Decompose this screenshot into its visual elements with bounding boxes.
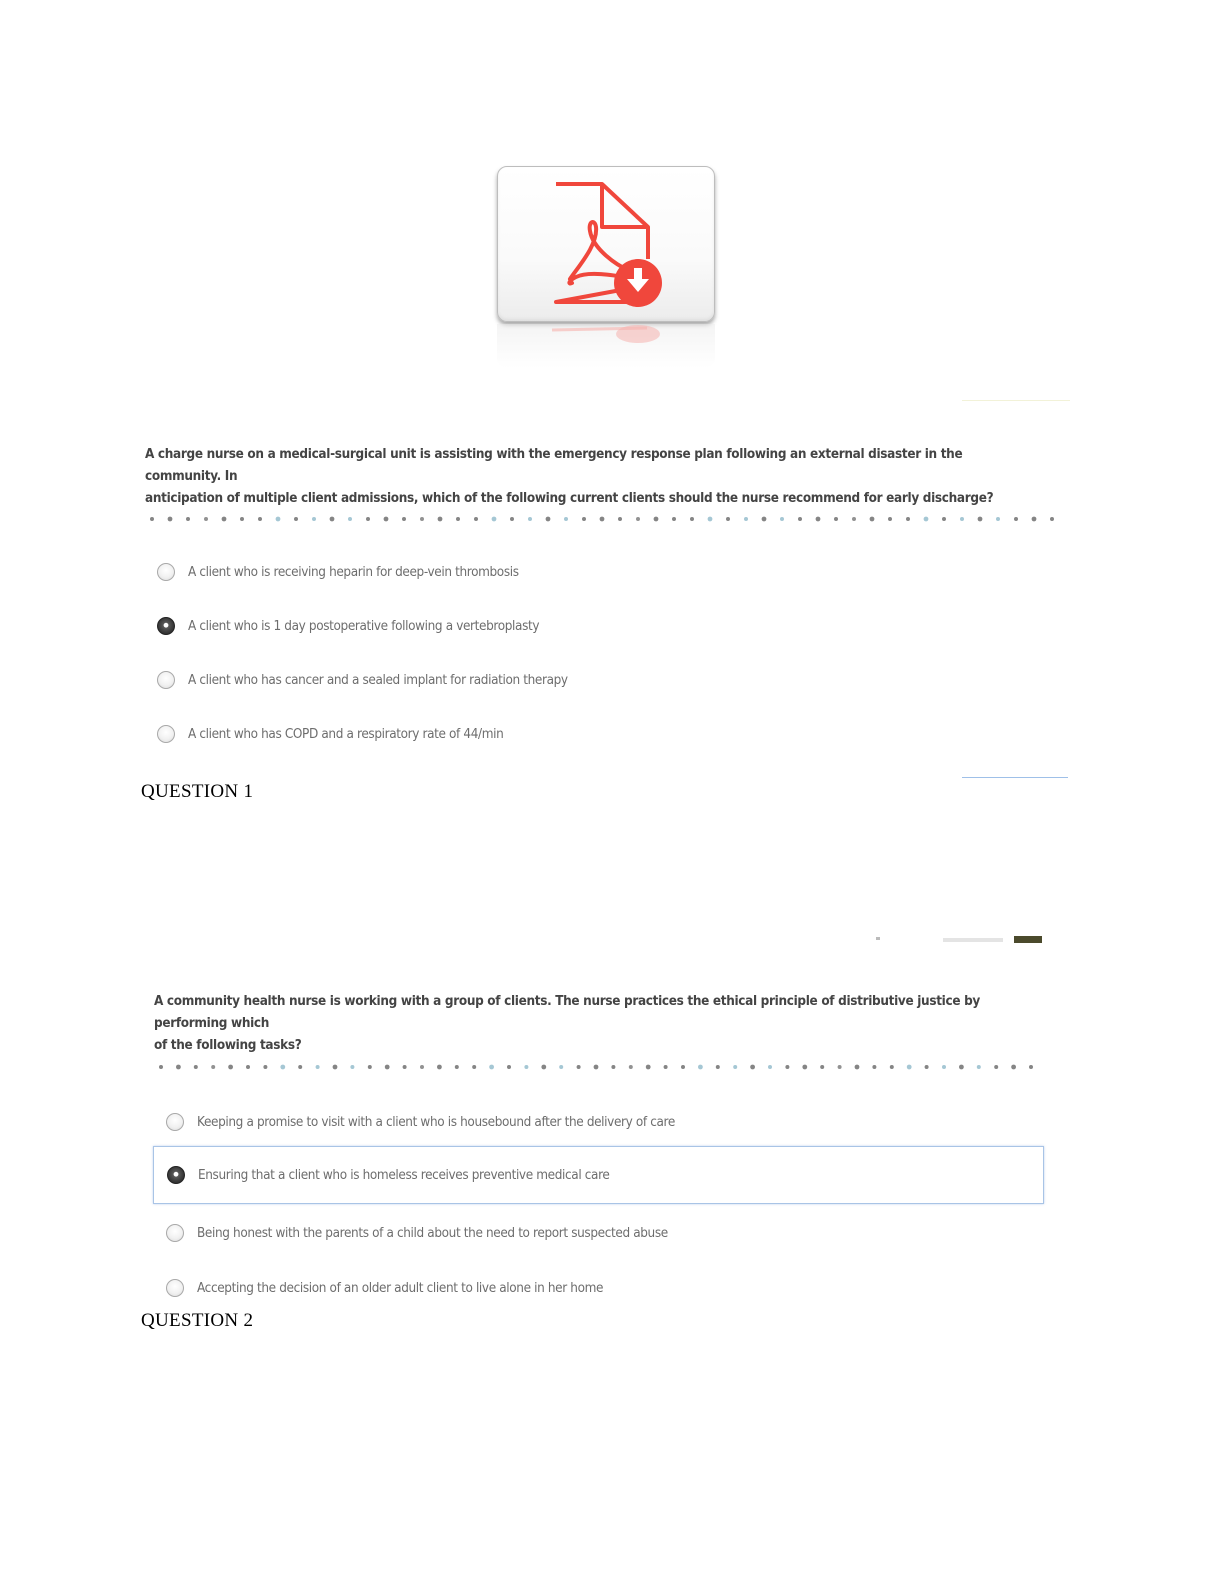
cropped-button-remnant <box>1014 936 1042 943</box>
separator-dot <box>150 517 154 521</box>
separator-dot <box>1011 1065 1016 1070</box>
separator-dot <box>176 1065 181 1070</box>
separator-dot <box>228 1065 233 1070</box>
separator-dot <box>240 517 244 521</box>
separator-dot <box>870 517 875 522</box>
separator-dot <box>280 1065 285 1070</box>
separator-dot <box>600 517 605 522</box>
question-1-option-3[interactable] <box>157 662 757 698</box>
separator-dot <box>855 1065 860 1070</box>
separator-dot <box>906 517 910 521</box>
separator-dot <box>472 1065 476 1069</box>
separator-dot <box>246 1065 250 1069</box>
radio-button[interactable] <box>157 563 175 581</box>
separator-dot <box>733 1065 737 1069</box>
question-1-prompt <box>145 444 1019 510</box>
separator-dot <box>977 1065 981 1069</box>
separator-dot <box>194 1065 198 1069</box>
separator-dot <box>852 517 856 521</box>
separator-dot <box>716 1065 720 1069</box>
separator-dot <box>762 517 767 522</box>
separator-dot <box>385 1065 390 1070</box>
separator-dot <box>510 517 514 521</box>
question-1-dotted-separator <box>148 515 1063 523</box>
separator-dot <box>420 1065 424 1069</box>
question-1-option-1[interactable] <box>157 554 757 590</box>
question-2-prompt-line-1: A community health nurse is working with a group of clients. The nurse practices the ethical principle of distributive justice by performing which <box>154 994 980 1031</box>
separator-dot <box>333 1065 338 1070</box>
pdf-download-button[interactable] <box>497 166 715 322</box>
radio-button[interactable] <box>157 725 175 743</box>
separator-dot <box>690 517 694 521</box>
question-2-option-3[interactable] <box>166 1215 766 1251</box>
separator-dot <box>312 517 316 521</box>
separator-dot <box>960 517 964 521</box>
separator-dot <box>925 1065 929 1069</box>
separator-dot <box>942 1065 946 1069</box>
faint-divider <box>962 400 1070 401</box>
pdf-icon-reflection <box>497 324 715 368</box>
question-2-dotted-separator <box>157 1063 1037 1071</box>
stray-blue-line <box>962 777 1068 778</box>
separator-dot <box>492 517 497 522</box>
question-1-option-4[interactable] <box>157 716 757 752</box>
separator-dot <box>564 517 568 521</box>
option-label: Being honest with the parents of a child about the need to report suspected abuse <box>197 1225 668 1241</box>
separator-dot <box>996 517 1000 521</box>
separator-dot <box>907 1065 912 1070</box>
separator-dot <box>186 517 190 521</box>
question-2-label: QUESTION 2 <box>141 1310 254 1331</box>
separator-dot <box>524 1065 528 1069</box>
separator-dot <box>834 517 838 521</box>
separator-dot <box>636 517 640 521</box>
separator-dot <box>924 517 929 522</box>
pdf-icon-tile <box>497 166 715 322</box>
separator-dot <box>798 517 802 521</box>
separator-dot <box>474 517 478 521</box>
radio-button-selected[interactable] <box>157 617 175 635</box>
separator-dot <box>211 1065 215 1069</box>
question-2-option-1[interactable] <box>166 1104 766 1140</box>
separator-dot <box>438 517 443 522</box>
question-2-option-4[interactable] <box>166 1270 766 1306</box>
radio-button[interactable] <box>166 1279 184 1297</box>
separator-dot <box>664 1065 668 1069</box>
separator-dot <box>994 1065 998 1069</box>
separator-dot <box>437 1065 442 1070</box>
option-label: Keeping a promise to visit with a client who is housebound after the delivery of care <box>197 1114 675 1130</box>
separator-dot <box>888 517 892 521</box>
separator-dot <box>959 1065 964 1070</box>
separator-dot <box>594 1065 599 1070</box>
option-label: A client who has COPD and a respiratory rate of 44/min <box>188 726 504 742</box>
separator-dot <box>672 517 676 521</box>
separator-dot <box>629 1065 633 1069</box>
separator-dot <box>546 517 551 522</box>
separator-dot <box>872 1065 876 1069</box>
separator-dot <box>222 517 227 522</box>
pdf-download-icon <box>498 167 714 321</box>
separator-dot <box>348 517 352 521</box>
separator-dot <box>350 1065 354 1069</box>
cropped-text-remnant <box>876 937 880 940</box>
option-label: A client who has cancer and a sealed implant for radiation therapy <box>188 672 568 688</box>
separator-dot <box>681 1065 685 1069</box>
separator-dot <box>785 1065 789 1069</box>
separator-dot <box>1050 517 1054 521</box>
separator-dot <box>816 517 821 522</box>
separator-dot <box>204 517 208 521</box>
separator-dot <box>768 1065 772 1069</box>
separator-dot <box>654 517 659 522</box>
separator-dot <box>402 517 406 521</box>
radio-button-selected[interactable] <box>167 1166 185 1184</box>
separator-dot <box>528 517 532 521</box>
separator-dot <box>507 1065 511 1069</box>
separator-dot <box>403 1065 407 1069</box>
option-label: A client who is receiving heparin for deep-vein thrombosis <box>188 564 519 580</box>
separator-dot <box>744 517 748 521</box>
separator-dot <box>726 517 730 521</box>
separator-dot <box>698 1065 703 1070</box>
separator-dot <box>838 1065 842 1069</box>
separator-dot <box>316 1065 320 1069</box>
question-1-label: QUESTION 1 <box>141 781 254 802</box>
separator-dot <box>802 1065 807 1070</box>
separator-dot <box>368 1065 372 1069</box>
separator-dot <box>577 1065 581 1069</box>
separator-dot <box>611 1065 615 1069</box>
separator-dot <box>618 517 622 521</box>
separator-dot <box>330 517 335 522</box>
separator-dot <box>159 1065 163 1069</box>
separator-dot <box>780 517 784 521</box>
separator-dot <box>168 517 173 522</box>
separator-dot <box>455 1065 459 1069</box>
separator-dot <box>646 1065 651 1070</box>
question-1-prompt-line-2: anticipation of multiple client admissions, which of the following current clients should the nurse recommend for early discharge? <box>145 491 994 506</box>
question-2-option-2[interactable] <box>153 1146 1044 1204</box>
separator-dot <box>489 1065 494 1070</box>
separator-dot <box>456 517 460 521</box>
separator-dot <box>384 517 389 522</box>
option-label: Ensuring that a client who is homeless receives preventive medical care <box>198 1167 610 1183</box>
separator-dot <box>559 1065 563 1069</box>
cropped-toolbar-remnant <box>943 938 1003 942</box>
separator-dot <box>1032 517 1037 522</box>
option-label: A client who is 1 day postoperative following a vertebroplasty <box>188 618 540 634</box>
separator-dot <box>978 517 983 522</box>
option-label: Accepting the decision of an older adult client to live alone in her home <box>197 1280 604 1296</box>
separator-dot <box>258 517 262 521</box>
separator-dot <box>750 1065 755 1070</box>
separator-dot <box>1029 1065 1033 1069</box>
separator-dot <box>294 517 298 521</box>
radio-button[interactable] <box>166 1113 184 1131</box>
separator-dot <box>708 517 713 522</box>
separator-dot <box>820 1065 824 1069</box>
separator-dot <box>541 1065 546 1070</box>
separator-dot <box>263 1065 267 1069</box>
separator-dot <box>276 517 281 522</box>
separator-dot <box>890 1065 894 1069</box>
separator-dot <box>582 517 586 521</box>
radio-button[interactable] <box>166 1224 184 1242</box>
separator-dot <box>298 1065 302 1069</box>
question-2-prompt <box>154 991 1028 1057</box>
question-2-prompt-line-2: of the following tasks? <box>154 1038 302 1053</box>
separator-dot <box>942 517 946 521</box>
question-1-option-2[interactable] <box>157 608 757 644</box>
question-1-prompt-line-1: A charge nurse on a medical-surgical unit is assisting with the emergency response plan following an external disaster in the community. In <box>145 447 963 484</box>
separator-dot <box>1014 517 1018 521</box>
radio-button[interactable] <box>157 671 175 689</box>
separator-dot <box>420 517 424 521</box>
separator-dot <box>366 517 370 521</box>
